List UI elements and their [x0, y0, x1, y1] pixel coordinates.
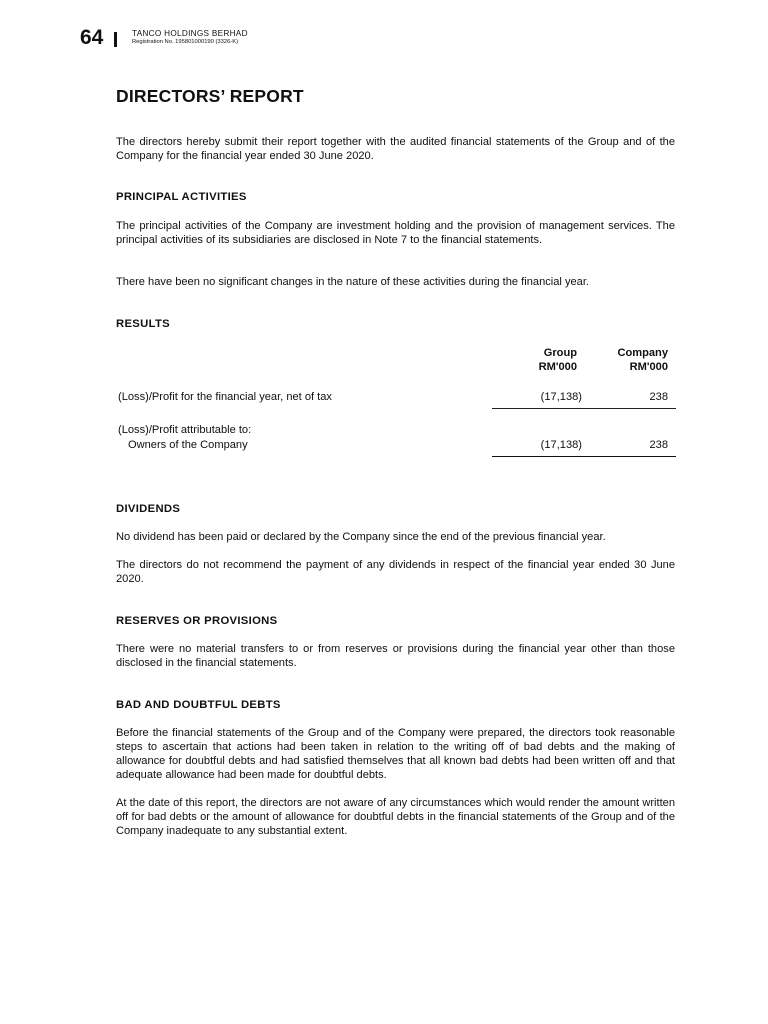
header-divider: [114, 32, 117, 47]
company-name: TANCO HOLDINGS BERHAD: [132, 29, 248, 38]
result-row-label: (Loss)/Profit for the financial year, net of tax: [118, 391, 332, 403]
registration-number: Registration No. 195801000190 (3326-K): [132, 39, 239, 45]
dividends-paragraph-1: No dividend has been paid or declared by the Company since the end of the previous financial year.: [116, 531, 606, 543]
dividends-heading: DIVIDENDS: [116, 503, 181, 515]
bad-debts-paragraph-1: Before the financial statements of the Group and of the Company were prepared, the directors took reasonable steps to ascertain that actions had been taken in relation to the writing off of bad debts and the making of allowance for doubtful debts and had satisfied themselves that all known bad debts had been written off and that adequate allowance had been made for doubtful debts.: [116, 727, 675, 781]
results-table: [116, 346, 676, 466]
reserves-heading: RESERVES OR PROVISIONS: [116, 615, 278, 627]
company-column-name: Company: [617, 347, 668, 359]
bad-debts-heading: BAD AND DOUBTFUL DEBTS: [116, 699, 281, 711]
result-row-group-value: (17,138): [540, 391, 582, 403]
group-column-header: [516, 346, 577, 374]
reserves-paragraph: There were no material transfers to or from reserves or provisions during the financial year other than those disclosed in the financial statements.: [116, 643, 675, 669]
result-row-label: (Loss)/Profit attributable to:: [118, 424, 252, 436]
bad-debts-paragraph-2: At the date of this report, the directors are not aware of any circumstances which would render the amount written off for bad debts or the amount of allowance for doubtful debts in the financial statements of the Group and of the Company inadequate to any substantial extent.: [116, 797, 675, 837]
total-divider: [492, 456, 676, 457]
result-row-group-value: (17,138): [540, 439, 582, 451]
company-column-unit: RM'000: [629, 361, 668, 373]
group-column-unit: RM'000: [538, 361, 577, 373]
dividends-paragraph-2: The directors do not recommend the payment of any dividends in respect of the financial year ended 30 June 2020.: [116, 559, 675, 585]
result-row-company-value: 238: [649, 439, 668, 451]
row-divider: [492, 408, 676, 409]
result-row-sublabel: Owners of the Company: [128, 439, 248, 451]
page-number: 64: [80, 26, 104, 49]
results-heading: RESULTS: [116, 318, 170, 330]
company-column-header: [596, 346, 668, 374]
result-row-company-value: 238: [649, 391, 668, 403]
principal-activities-paragraph-2: There have been no significant changes in the nature of these activities during the financial year.: [116, 276, 590, 288]
principal-activities-paragraph-1: The principal activities of the Company are investment holding and the provision of management services. The principal activities of its subsidiaries are disclosed in Note 7 to the financial statements.: [116, 220, 675, 246]
intro-paragraph: The directors hereby submit their report together with the audited financial statements of the Group and of the Company for the financial year ended 30 June 2020.: [116, 136, 675, 162]
principal-activities-heading: PRINCIPAL ACTIVITIES: [116, 191, 247, 203]
group-column-name: Group: [543, 347, 577, 359]
report-title: DIRECTORS’ REPORT: [116, 86, 304, 106]
